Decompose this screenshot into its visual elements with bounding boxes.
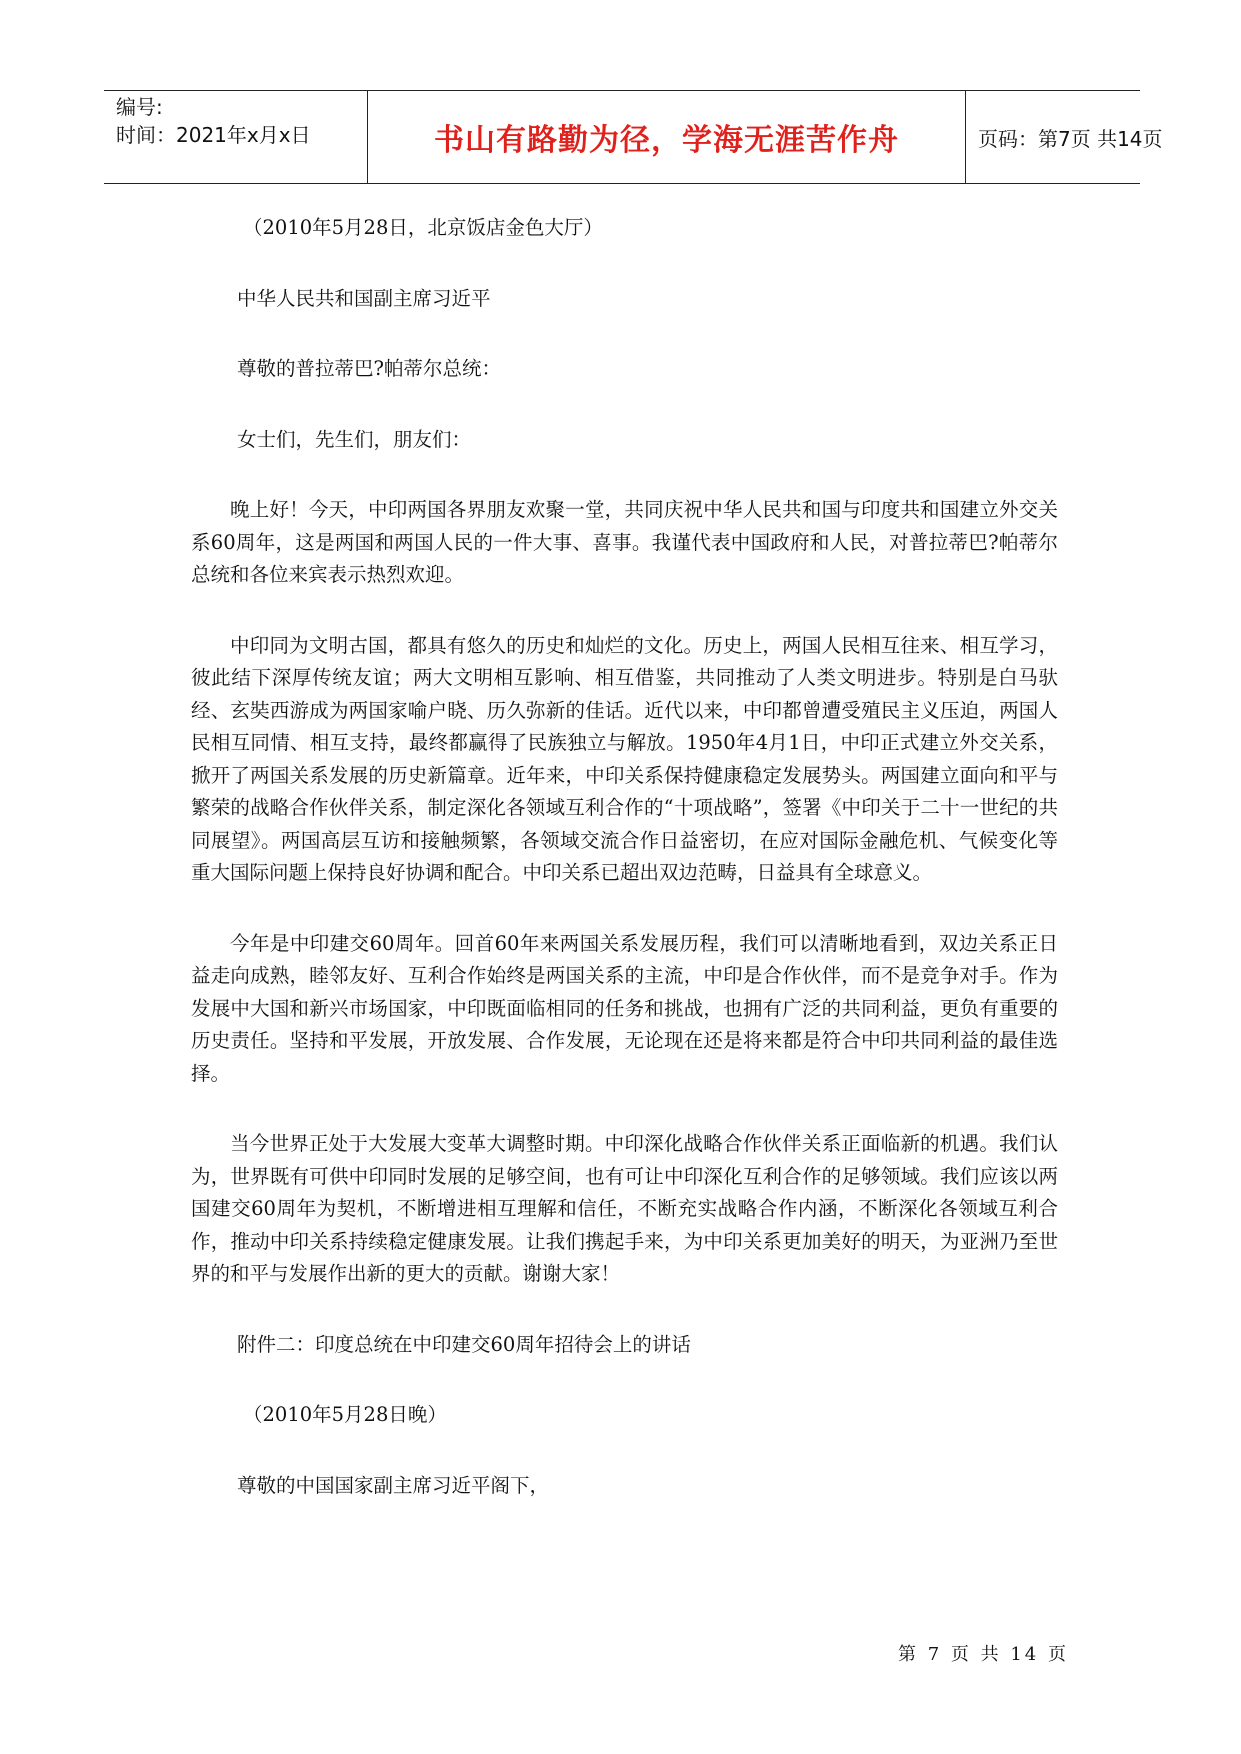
speaker-title: 中华人民共和国副主席习近平	[237, 286, 491, 310]
header-motto: 书山有路勤为径，学海无涯苦作舟	[434, 123, 899, 158]
header-page-label: 页码：第7页 共14页	[978, 126, 1163, 151]
attachment-salutation: 尊敬的中国国家副主席习近平阁下，	[237, 1473, 550, 1497]
body-paragraph-outlook: 当今世界正处于大发展大变革大调整时期。中印深化战略合作伙伴关系正面临新的机遇。我们认为，世界既有可供中印同时发展的足够空间，也有可让中印深化互利合作的足够领域。我们应该以两国建交60周年为契机，不断增进相互理解和信任，不断充实战略合作内涵，不断深化各领域互利合作，推动中印关系持续稳定健康发展。让我们携起手来，为中印关系更加美好的明天，为亚洲乃至世界的和平与发展作出新的更大的贡献。谢谢大家！	[191, 1132, 1058, 1285]
document-number-label: 编号:	[116, 95, 163, 119]
document-time-label: 时间：2021年x月x日	[116, 123, 311, 147]
body-paragraph-anniversary: 今年是中印建交60周年。回首60年来两国关系发展历程，我们可以清晰地看到，双边关系正日益走向成熟，睦邻友好、互利合作始终是两国关系的主流，中印是合作伙伴，而不是竞争对手。作为发展中大国和新兴市场国家，中印既面临相同的任务和挑战，也拥有广泛的共同利益，更负有重要的历史责任。坚持和平发展，开放发展、合作发展，无论现在还是将来都是符合中印共同利益的最佳选择。	[191, 931, 1058, 1085]
page-footer: 第 7 页 共 14 页	[898, 1644, 1069, 1665]
body-paragraph-greeting: 晚上好！今天，中印两国各界朋友欢聚一堂，共同庆祝中华人民共和国与印度共和国建立外交关系60周年，这是两国和两国人民的一件大事、喜事。我谨代表中国政府和人民，对普拉蒂巴?帕蒂尔总统和各位来宾表示热烈欢迎。	[191, 498, 1058, 586]
event-date-venue: （2010年5月28日，北京饭店金色大厅）	[243, 216, 603, 239]
header-page-cell	[966, 91, 1163, 183]
attachment-date: （2010年5月28日晚）	[243, 1403, 447, 1426]
header-left-cell	[104, 91, 368, 183]
body-paragraph-history: 中印同为文明古国，都具有悠久的历史和灿烂的文化。历史上，两国人民相互往来、相互学习，彼此结下深厚传统友谊；两大文明相互影响、相互借鉴，共同推动了人类文明进步。特别是白马驮经、玄奘西游成为两国家喻户晓、历久弥新的佳话。近代以来，中印都曾遭受殖民主义压迫，两国人民相互同情、相互支持，最终都赢得了民族独立与解放。1950年4月1日，中印正式建立外交关系，掀开了两国关系发展的历史新篇章。近年来，中印关系保持健康稳定发展势头。两国建立面向和平与繁荣的战略合作伙伴关系，制定深化各领域互利合作的“十项战略”，签署《中印关于二十一世纪的共同展望》。两国高层互访和接触频繁，各领域交流合作日益密切，在应对国际金融危机、气候变化等重大国际问题上保持良好协调和配合。中印关系已超出双边范畴，日益具有全球意义。	[191, 633, 1058, 884]
page-header	[104, 90, 1163, 184]
salutation-audience: 女士们，先生们，朋友们：	[237, 427, 472, 451]
salutation-president: 尊敬的普拉蒂巴?帕蒂尔总统：	[237, 357, 501, 380]
document-body	[191, 212, 1058, 1540]
attachment-title: 附件二：印度总统在中印建交60周年招待会上的讲话	[237, 1332, 691, 1356]
header-motto-cell	[368, 91, 966, 183]
